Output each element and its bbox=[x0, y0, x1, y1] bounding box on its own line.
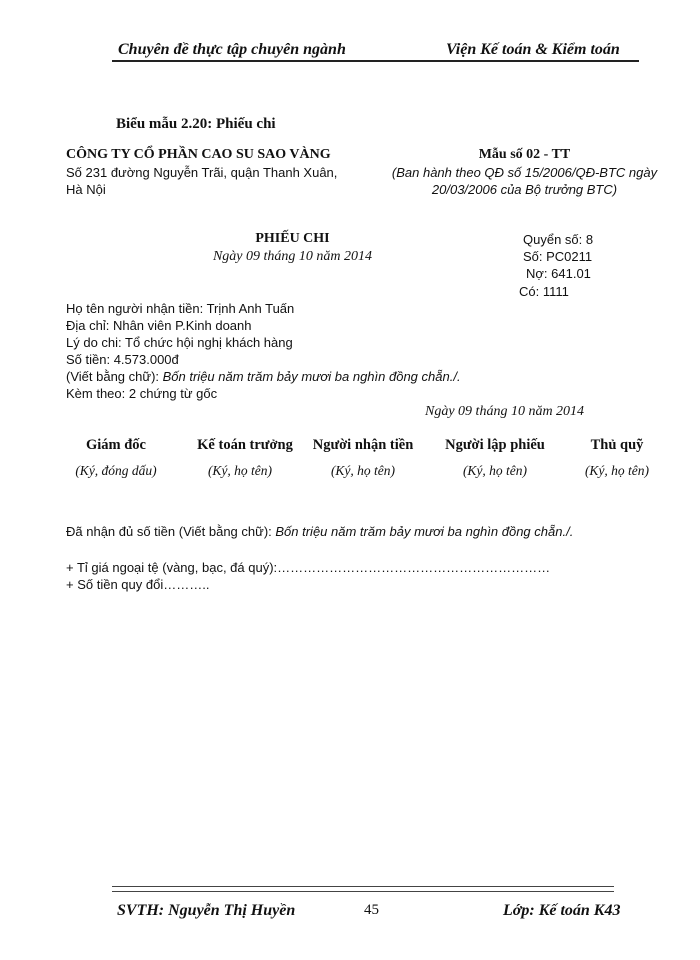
signature-title-chief-accountant: Kế toán trưởng bbox=[197, 437, 293, 453]
signature-title-cashier: Thủ quỹ bbox=[590, 437, 644, 453]
signature-title-recipient: Người nhận tiền bbox=[312, 437, 414, 453]
amount-words-line bbox=[66, 368, 461, 385]
voucher-debit: Nợ: 641.01 bbox=[526, 266, 591, 281]
signature-note-chief-accountant: (Ký, họ tên) bbox=[207, 463, 273, 478]
converted-amount-line: + Số tiền quy đổi……….. bbox=[66, 577, 210, 592]
received-line bbox=[66, 523, 573, 540]
template-note-line2: 20/03/2006 của Bộ trưởng BTC) bbox=[431, 182, 618, 197]
received-label: Đã nhận đủ số tiền (Viết bằng chữ): bbox=[66, 524, 276, 539]
signature-note-recipient: (Ký, họ tên) bbox=[330, 463, 396, 478]
footer-class: Lớp: Kế toán K43 bbox=[503, 902, 621, 919]
footer-page-number: 45 bbox=[364, 902, 379, 918]
sign-date: Ngày 09 tháng 10 năm 2014 bbox=[425, 404, 585, 419]
signature-note-director: (Ký, đóng dấu) bbox=[75, 463, 157, 478]
footer-student: SVTH: Nguyễn Thị Huyền bbox=[117, 902, 296, 919]
signature-title-director: Giám đốc bbox=[85, 437, 146, 453]
template-block bbox=[382, 146, 667, 198]
amount-words-value: Bốn triệu năm trăm bảy mươi ba nghìn đồng chẵn./. bbox=[162, 369, 461, 384]
address-line: Địa chỉ: Nhân viên P.Kinh doanh bbox=[66, 318, 252, 333]
recipient-line: Họ tên người nhận tiền: Trịnh Anh Tuấn bbox=[66, 301, 295, 316]
voucher-title: PHIẾU CHI bbox=[255, 231, 330, 246]
amount-line: Số tiền: 4.573.000đ bbox=[66, 352, 179, 367]
company-address-line1: Số 231 đường Nguyễn Trãi, quận Thanh Xuân, bbox=[66, 165, 338, 180]
voucher-date: Ngày 09 tháng 10 năm 2014 bbox=[212, 249, 373, 264]
form-title: Biểu mẫu 2.20: Phiếu chi bbox=[116, 116, 276, 132]
signature-note-cashier: (Ký, họ tên) bbox=[584, 463, 650, 478]
voucher-number: Số: PC0211 bbox=[523, 249, 593, 264]
header-right: Viện Kế toán & Kiểm toán bbox=[446, 41, 620, 58]
signature-title-preparer: Người lập phiếu bbox=[445, 437, 545, 453]
amount-words-label: (Viết bằng chữ): bbox=[66, 369, 163, 384]
header-left: Chuyên đề thực tập chuyên ngành bbox=[118, 41, 346, 58]
company-address-line2: Hà Nội bbox=[66, 182, 106, 197]
company-name: CÔNG TY CỔ PHẦN CAO SU SAO VÀNG bbox=[66, 147, 331, 162]
signature-note-preparer: (Ký, họ tên) bbox=[462, 463, 528, 478]
voucher-book-no: Quyển số: 8 bbox=[523, 232, 594, 247]
template-note-line1: (Ban hành theo QĐ số 15/2006/QĐ-BTC ngày bbox=[391, 165, 658, 180]
header-rule bbox=[112, 60, 639, 62]
attached-line: Kèm theo: 2 chứng từ gốc bbox=[66, 386, 218, 401]
template-code: Mẫu số 02 - TT bbox=[478, 147, 571, 162]
exchange-rate-line: + Tỉ giá ngoại tệ (vàng, bạc, đá quý):……………………………………………………… bbox=[66, 560, 551, 575]
footer-rule bbox=[112, 886, 614, 892]
voucher-heading bbox=[190, 230, 395, 265]
voucher-credit: Có: 1111 bbox=[519, 284, 569, 299]
reason-line: Lý do chi: Tổ chức hội nghị khách hàng bbox=[66, 335, 293, 350]
received-words: Bốn triệu năm trăm bảy mươi ba nghìn đồng chẵn./. bbox=[275, 524, 574, 539]
